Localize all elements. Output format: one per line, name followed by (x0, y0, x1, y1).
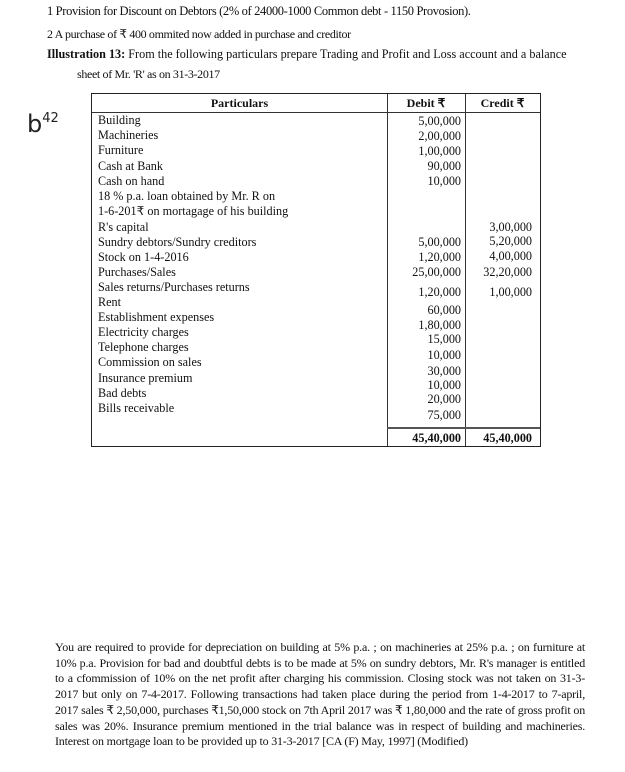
illustration-text-2: sheet of Mr. 'R' as on 31-3-2017 (77, 67, 220, 81)
debit-cell: 1,00,000 (418, 144, 461, 158)
page-mark (27, 110, 59, 138)
debit-cell: 10,000 (427, 378, 461, 392)
column-divider (387, 94, 388, 446)
debit-cell: 5,00,000 (418, 114, 461, 128)
particulars-cell: Electricity charges (98, 325, 189, 339)
particulars-cell: Commission on sales (98, 355, 202, 369)
particulars-cell: Establishment expenses (98, 310, 215, 324)
debit-cell: 1,20,000 (418, 285, 461, 299)
debit-cell: 5,00,000 (418, 235, 461, 249)
particulars-cell: 18 % p.a. loan obtained by Mr. R on (98, 189, 276, 203)
page-mark-base: b (27, 110, 43, 138)
particulars-cell: Purchases/Sales (98, 265, 176, 279)
particulars-cell: Cash on hand (98, 174, 165, 188)
header-debit: Debit ₹ (406, 96, 446, 110)
debit-cell: 1,20,000 (418, 250, 461, 264)
trial-balance-table (91, 93, 541, 447)
credit-cell: 4,00,000 (489, 249, 532, 263)
particulars-cell: Sales returns/Purchases returns (98, 280, 250, 294)
particulars-cell: Sundry debtors/Sundry creditors (98, 235, 257, 249)
particulars-cell: Rent (98, 295, 122, 309)
particulars-cell: Machineries (98, 128, 159, 142)
debit-cell: 10,000 (427, 348, 461, 362)
debit-cell: 10,000 (427, 174, 461, 188)
credit-cell: 3,00,000 (489, 220, 532, 234)
debit-cell: 25,00,000 (412, 265, 461, 279)
debit-cell: 2,00,000 (418, 129, 461, 143)
page-mark-sup: 42 (42, 111, 59, 126)
illustration-label: Illustration 13: (47, 47, 126, 61)
particulars-cell: Telephone charges (98, 340, 189, 354)
debit-cell: 30,000 (427, 364, 461, 378)
debit-cell: 20,000 (427, 392, 461, 406)
particulars-cell: Furniture (98, 143, 144, 157)
particulars-cell: Stock on 1-4-2016 (98, 250, 189, 264)
particulars-cell: Cash at Bank (98, 159, 163, 173)
particulars-cell: R's capital (98, 220, 149, 234)
total-divider (387, 427, 540, 429)
note-1: 1 Provision for Discount on Debtors (2% of 24000-1000 Common debt - 1150 Provosion). (47, 4, 471, 18)
debit-cell: 60,000 (427, 303, 461, 317)
problem-paragraph: You are required to provide for depreciation on building at 5% p.a. ; on machineries at 25% p.a. ; on furniture at 10% p.a. Provision for bad and doubtful debts is to be made at 5% on sundry debtors, Mr. R's manager is entitled to a cfommission of 10% on the net profit after charging his commission. Closing stock was not taken on 31-3-2017 but only on 7-4-2017. Following transactions had taken place during the period from 1-4-2017 to 7-april, 2017 sales ₹ 2,50,000, purchases ₹1,50,000 stock on 7th April 2017 was ₹ 1,80,000 and the rate of gross profit on sales was 20%. Insurance premium mentioned in the trial balance was in respect of building and machineries. Interest on mortgage loan to be provided up to 31-3-2017 [CA (F) May, 1997] (Modified) (55, 640, 585, 749)
credit-cell: 32,20,000 (483, 265, 532, 279)
particulars-cell: Building (98, 113, 141, 127)
debit-cell: 1,80,000 (418, 318, 461, 332)
debit-cell: 90,000 (427, 159, 461, 173)
header-particulars: Particulars (210, 96, 269, 110)
credit-cell: 5,20,000 (489, 234, 532, 248)
particulars-cell: Bills receivable (98, 401, 175, 415)
header-divider (92, 112, 540, 113)
note-2: 2 A purchase of ₹ 400 ommited now added in purchase and creditor (47, 27, 351, 41)
total-debit: 45,40,000 (412, 431, 461, 445)
illustration-heading (47, 47, 567, 62)
particulars-cell: 1-6-201₹ on mortagage of his building (98, 204, 289, 218)
credit-cell: 1,00,000 (489, 285, 532, 299)
illustration-text: From the following particulars prepare Trading and Profit and Loss account and a balance (125, 47, 567, 61)
debit-cell: 15,000 (427, 332, 461, 346)
particulars-cell: Insurance premium (98, 371, 193, 385)
total-credit: 45,40,000 (483, 431, 532, 445)
column-divider (465, 94, 466, 446)
header-credit: Credit ₹ (480, 96, 525, 110)
particulars-cell: Bad debts (98, 386, 147, 400)
debit-cell: 75,000 (427, 408, 461, 422)
